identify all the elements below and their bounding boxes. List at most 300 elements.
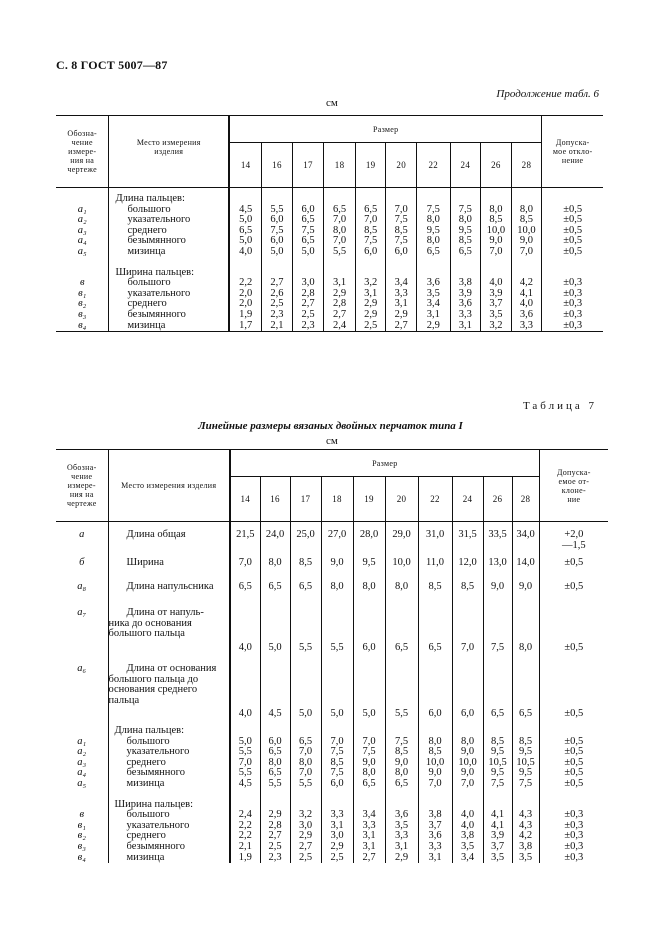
value-cell: 3,1	[386, 299, 417, 310]
spacer-cell	[539, 790, 608, 800]
empty-cell	[230, 726, 260, 737]
spacer-cell	[542, 258, 603, 268]
empty-cell	[512, 726, 539, 737]
row-place	[108, 582, 230, 602]
spacer-cell	[260, 654, 290, 664]
spacer-cell	[452, 790, 483, 800]
row-designation: в₂	[56, 831, 108, 842]
value-cell: 2,6	[262, 289, 293, 300]
spacer-cell	[260, 790, 290, 800]
tolerance-cell: ±0,5	[563, 235, 583, 247]
table7-size-header: 28	[512, 477, 539, 522]
tolerance-cell: ±0,3	[563, 298, 583, 310]
group-title: Длина пальцев:	[108, 726, 230, 737]
row-designation: а₈	[56, 582, 108, 602]
table6-head-place: Место измерения изделия	[109, 116, 229, 188]
table6-size-header: 28	[511, 143, 542, 188]
value-cell: 6,5	[416, 247, 450, 258]
table6-size-header: 26	[481, 143, 512, 188]
tolerance-cell: ±0,3	[542, 321, 603, 332]
value-cell: 2,9	[260, 810, 290, 821]
spacer-cell	[386, 258, 417, 268]
value-cell: 2,7	[386, 321, 417, 332]
value-cell: 6,5	[292, 215, 324, 226]
value-cell: 3,9	[450, 289, 481, 300]
row-place	[108, 558, 230, 576]
spacer-cell	[229, 258, 262, 268]
value-cell: 7,0	[355, 215, 386, 226]
spacer-cell	[324, 258, 356, 268]
row-place: указательного	[108, 747, 230, 758]
empty-cell	[262, 194, 293, 205]
table-row	[56, 558, 608, 576]
value-cell: 9,0	[483, 582, 512, 602]
value-cell: 10,0	[481, 226, 512, 237]
table-continuation-label: Продолжение табл. 6	[496, 88, 599, 100]
empty-cell	[542, 194, 603, 205]
value-cell: 3,3	[385, 831, 418, 842]
empty-cell	[483, 726, 512, 737]
value-cell: 21,5	[230, 530, 260, 552]
spacer-cell	[321, 654, 353, 664]
value-cell: 6,0	[353, 608, 385, 654]
row-place	[108, 664, 230, 720]
value-cell: 8,0	[450, 215, 481, 226]
table-row	[56, 853, 608, 864]
page-header: С. 8 ГОСТ 5007—87	[56, 58, 168, 72]
value-cell: 7,5	[483, 779, 512, 790]
spacer-cell	[539, 654, 608, 664]
row-designation: а₃	[56, 758, 108, 769]
value-cell: 8,5	[483, 737, 512, 748]
value-cell: 3,1	[385, 842, 418, 853]
spacer-cell	[56, 258, 109, 268]
empty-cell	[452, 726, 483, 737]
table-row	[56, 608, 608, 654]
value-cell: 2,5	[260, 842, 290, 853]
table7	[56, 449, 608, 863]
row-place: среднего	[109, 299, 229, 310]
row-place: безымянного	[109, 310, 229, 321]
spacer-cell	[292, 258, 324, 268]
value-cell: 9,5	[416, 226, 450, 237]
value-cell: 5,5	[290, 608, 321, 654]
value-cell: 7,5	[321, 768, 353, 779]
value-cell: 4,0	[511, 299, 542, 310]
value-cell: 1,9	[229, 310, 262, 321]
value-cell: 7,0	[324, 236, 356, 247]
row-place: мизинца	[109, 247, 229, 258]
value-cell: 6,5	[229, 226, 262, 237]
value-cell: 7,0	[452, 608, 483, 654]
tolerance-cell: ±0,3	[564, 809, 584, 821]
spacer-cell	[512, 790, 539, 800]
value-cell: 5,5	[230, 747, 260, 758]
value-cell: 2,9	[386, 310, 417, 321]
value-cell: 2,3	[292, 321, 324, 332]
value-cell: 3,7	[418, 821, 452, 832]
tolerance-cell: ±0,3	[563, 277, 583, 289]
value-cell: 6,5	[355, 205, 386, 216]
value-cell: 7,0	[386, 205, 417, 216]
value-cell: 9,0	[321, 558, 353, 576]
value-cell: 3,6	[511, 310, 542, 321]
value-cell: 9,0	[481, 236, 512, 247]
value-cell: 2,7	[324, 310, 356, 321]
value-cell: 1,9	[230, 853, 260, 864]
value-cell: 6,0	[321, 779, 353, 790]
value-cell: 8,0	[385, 768, 418, 779]
designation-cell	[56, 726, 108, 737]
group-title: Ширина пальцев:	[109, 268, 229, 279]
value-cell: 2,8	[324, 299, 356, 310]
value-cell: 3,4	[353, 810, 385, 821]
value-cell: 5,0	[292, 247, 324, 258]
table7-unit: см	[326, 435, 338, 447]
value-cell: 3,5	[385, 821, 418, 832]
value-cell: 6,0	[452, 664, 483, 720]
value-cell: 33,5	[483, 530, 512, 552]
value-cell: 7,5	[512, 779, 539, 790]
value-cell: 6,0	[262, 236, 293, 247]
value-cell: 2,2	[229, 278, 262, 289]
value-cell: 9,0	[353, 758, 385, 769]
tolerance-line: +2,0	[564, 529, 584, 540]
value-cell: 9,5	[450, 226, 481, 237]
row-place-line: Ширина	[126, 557, 164, 568]
table7-size-header: 14	[230, 477, 260, 522]
row-designation: а₇	[56, 608, 108, 654]
value-cell: 8,0	[416, 215, 450, 226]
value-cell: 3,1	[450, 321, 481, 332]
value-cell: 2,0	[229, 289, 262, 300]
table6-size-header: 17	[292, 143, 324, 188]
value-cell: 4,3	[512, 810, 539, 821]
table-row	[56, 310, 603, 321]
table6-head-tolerance: Допуска- мое откло- нение	[542, 116, 603, 188]
value-cell: 5,0	[230, 737, 260, 748]
value-cell: 7,5	[321, 747, 353, 758]
value-cell: 3,1	[418, 853, 452, 864]
tolerance-cell: ±0,5	[564, 767, 584, 779]
value-cell: 3,3	[353, 821, 385, 832]
row-designation: б	[56, 558, 108, 576]
spacer-cell	[290, 654, 321, 664]
value-cell: 10,5	[483, 758, 512, 769]
row-place-line: Длина напульсника	[126, 581, 214, 592]
spacer-cell	[418, 790, 452, 800]
table6-unit: см	[326, 97, 338, 109]
value-cell: 5,0	[262, 247, 293, 258]
value-cell: 14,0	[512, 558, 539, 576]
value-cell: 4,0	[230, 664, 260, 720]
row-designation: в	[56, 810, 108, 821]
tolerance-line: ±0,5	[564, 642, 584, 654]
value-cell: 3,3	[386, 289, 417, 300]
value-cell: 8,0	[353, 768, 385, 779]
tolerance-line: ±0,5	[564, 581, 584, 592]
value-cell: 2,0	[229, 299, 262, 310]
tolerance-cell: ±0,5	[563, 203, 583, 215]
value-cell: 3,4	[416, 299, 450, 310]
value-cell: 2,4	[324, 321, 356, 332]
value-cell: 34,0	[512, 530, 539, 552]
row-place: большого	[108, 737, 230, 748]
spacer-cell	[290, 790, 321, 800]
value-cell: 3,5	[512, 853, 539, 864]
row-designation: а₂	[56, 215, 109, 226]
row-designation: в₃	[56, 310, 109, 321]
value-cell: 3,3	[511, 321, 542, 332]
empty-cell	[260, 726, 290, 737]
value-cell: 7,5	[416, 205, 450, 216]
empty-cell	[290, 726, 321, 737]
value-cell: 10,5	[512, 758, 539, 769]
empty-cell	[416, 194, 450, 205]
value-cell: 8,0	[512, 608, 539, 654]
value-cell: 31,5	[452, 530, 483, 552]
value-cell: 29,0	[385, 530, 418, 552]
value-cell: 2,8	[292, 289, 324, 300]
row-place: среднего	[108, 758, 230, 769]
value-cell: 7,5	[262, 226, 293, 237]
tolerance-cell	[539, 530, 608, 552]
table6-size-header: 16	[262, 143, 293, 188]
value-cell: 2,1	[262, 321, 293, 332]
value-cell: 4,1	[483, 810, 512, 821]
value-cell: 10,0	[511, 226, 542, 237]
value-cell: 8,5	[321, 758, 353, 769]
value-cell: 12,0	[452, 558, 483, 576]
value-cell: 7,0	[324, 215, 356, 226]
table7-size-header: 18	[321, 477, 353, 522]
value-cell: 2,9	[324, 289, 356, 300]
value-cell: 3,8	[450, 278, 481, 289]
value-cell: 3,0	[292, 278, 324, 289]
value-cell: 9,0	[385, 758, 418, 769]
value-cell: 9,5	[483, 768, 512, 779]
value-cell: 8,5	[385, 747, 418, 758]
value-cell: 3,9	[483, 831, 512, 842]
value-cell: 7,5	[385, 737, 418, 748]
value-cell: 8,0	[511, 205, 542, 216]
tolerance-cell: ±0,3	[564, 840, 584, 852]
value-cell: 3,3	[321, 810, 353, 821]
table7-head-designation: Обозна- чение измере- ния на чертеже	[56, 450, 108, 522]
table6-size-header: 22	[416, 143, 450, 188]
value-cell: 6,5	[450, 247, 481, 258]
value-cell: 2,1	[230, 842, 260, 853]
value-cell: 2,9	[290, 831, 321, 842]
value-cell: 8,0	[321, 582, 353, 602]
table7-head-size: Размер	[230, 450, 539, 477]
row-place: указательного	[109, 215, 229, 226]
row-designation: в₄	[56, 853, 108, 864]
value-cell: 3,2	[290, 810, 321, 821]
spacer-cell	[481, 258, 512, 268]
value-cell: 6,5	[260, 768, 290, 779]
value-cell: 4,5	[260, 664, 290, 720]
empty-cell	[418, 726, 452, 737]
table7-size-header: 17	[290, 477, 321, 522]
value-cell: 2,4	[230, 810, 260, 821]
value-cell: 6,5	[353, 779, 385, 790]
value-cell: 8,0	[452, 737, 483, 748]
value-cell: 2,3	[262, 310, 293, 321]
value-cell: 4,2	[511, 278, 542, 289]
row-place-line: Длина от основания	[126, 663, 217, 674]
value-cell: 6,0	[418, 664, 452, 720]
value-cell: 27,0	[321, 530, 353, 552]
group-title-row	[56, 194, 603, 205]
value-cell: 7,0	[230, 758, 260, 769]
value-cell: 7,5	[386, 215, 417, 226]
tolerance-line: ±0,5	[564, 557, 584, 568]
value-cell: 6,5	[292, 236, 324, 247]
tolerance-cell	[539, 664, 608, 720]
value-cell: 5,0	[290, 664, 321, 720]
value-cell: 3,1	[353, 831, 385, 842]
value-cell: 3,8	[452, 831, 483, 842]
value-cell: 31,0	[418, 530, 452, 552]
value-cell: 1,7	[229, 321, 262, 332]
value-cell: 8,0	[324, 226, 356, 237]
group-title: Длина пальцев:	[109, 194, 229, 205]
value-cell: 8,0	[416, 236, 450, 247]
spacer-cell	[450, 258, 481, 268]
value-cell: 7,5	[450, 205, 481, 216]
value-cell: 3,0	[321, 831, 353, 842]
value-cell: 4,2	[512, 831, 539, 842]
row-place: большого	[108, 810, 230, 821]
table6-size-header: 18	[324, 143, 356, 188]
row-place: среднего	[109, 226, 229, 237]
tolerance-cell: ±0,5	[563, 245, 583, 257]
spacer-cell	[418, 654, 452, 664]
value-cell: 6,0	[355, 247, 386, 258]
value-cell: 3,6	[418, 831, 452, 842]
value-cell: 3,6	[450, 299, 481, 310]
value-cell: 4,0	[481, 278, 512, 289]
row-place-line: пальца	[108, 694, 140, 706]
value-cell: 2,7	[262, 278, 293, 289]
table7-head-tolerance: Допуска- емое от- клоне- ние	[539, 450, 608, 522]
spacer-cell	[385, 790, 418, 800]
value-cell: 3,6	[385, 810, 418, 821]
value-cell: 3,1	[353, 842, 385, 853]
value-cell: 2,7	[353, 853, 385, 864]
tolerance-cell: ±0,3	[564, 830, 584, 842]
value-cell: 3,1	[321, 821, 353, 832]
value-cell: 5,0	[229, 215, 262, 226]
value-cell: 2,5	[290, 853, 321, 864]
empty-cell	[450, 194, 481, 205]
tolerance-cell: ±0,3	[564, 819, 584, 831]
tolerance-cell: ±0,5	[564, 756, 584, 768]
spacer-cell	[353, 654, 385, 664]
value-cell: 5,5	[262, 205, 293, 216]
empty-cell	[321, 726, 353, 737]
value-cell: 3,5	[483, 853, 512, 864]
value-cell: 8,5	[386, 226, 417, 237]
tolerance-cell: ±0,5	[564, 777, 584, 789]
value-cell: 6,5	[290, 582, 321, 602]
value-cell: 6,0	[260, 737, 290, 748]
value-cell: 2,5	[355, 321, 386, 332]
value-cell: 8,5	[452, 582, 483, 602]
value-cell: 5,5	[321, 608, 353, 654]
value-cell: 7,0	[321, 737, 353, 748]
value-cell: 8,0	[260, 758, 290, 769]
value-cell: 9,0	[452, 768, 483, 779]
value-cell: 7,0	[290, 747, 321, 758]
tolerance-cell: ±0,3	[564, 851, 584, 863]
row-place: среднего	[108, 831, 230, 842]
value-cell: 8,0	[353, 582, 385, 602]
spacer-cell	[262, 258, 293, 268]
value-cell: 2,9	[321, 842, 353, 853]
value-cell: 10,0	[385, 558, 418, 576]
value-cell: 5,5	[290, 779, 321, 790]
value-cell: 3,1	[355, 289, 386, 300]
row-designation: а₂	[56, 747, 108, 758]
value-cell: 11,0	[418, 558, 452, 576]
table-row	[56, 582, 608, 602]
value-cell: 6,5	[290, 737, 321, 748]
value-cell: 8,5	[450, 236, 481, 247]
group-title-row	[56, 726, 608, 737]
value-cell: 8,5	[481, 215, 512, 226]
value-cell: 3,4	[452, 853, 483, 864]
value-cell: 6,5	[512, 664, 539, 720]
empty-cell	[353, 726, 385, 737]
value-cell: 7,0	[230, 558, 260, 576]
value-cell: 3,8	[512, 842, 539, 853]
value-cell: 7,5	[483, 608, 512, 654]
row-designation: в	[56, 278, 109, 289]
row-place: безымянного	[108, 768, 230, 779]
table6-size-header: 24	[450, 143, 481, 188]
value-cell: 4,1	[511, 289, 542, 300]
table6-size-header: 19	[355, 143, 386, 188]
value-cell: 3,7	[481, 299, 512, 310]
row-place: мизинца	[109, 321, 229, 332]
row-designation: а₆	[56, 664, 108, 720]
value-cell: 4,0	[452, 821, 483, 832]
row-place-line: Длина от напуль-	[126, 607, 204, 618]
tolerance-cell: ±0,3	[563, 308, 583, 320]
table6-head-designation: Обозна- чение измере- ния на чертеже	[56, 116, 109, 188]
tolerance-cell	[539, 582, 608, 602]
table6-head-size: Размер	[229, 116, 542, 143]
value-cell: 3,1	[416, 310, 450, 321]
value-cell: 7,0	[353, 737, 385, 748]
value-cell: 3,2	[481, 321, 512, 332]
value-cell: 5,0	[260, 608, 290, 654]
value-cell: 7,0	[481, 247, 512, 258]
value-cell: 6,0	[292, 205, 324, 216]
value-cell: 2,3	[260, 853, 290, 864]
value-cell: 2,5	[262, 299, 293, 310]
row-place: мизинца	[108, 779, 230, 790]
row-place-line: Длина общая	[126, 529, 186, 540]
value-cell: 2,7	[292, 299, 324, 310]
row-designation: а₁	[56, 737, 108, 748]
value-cell: 4,0	[230, 608, 260, 654]
table-row	[56, 842, 608, 853]
value-cell: 5,5	[324, 247, 356, 258]
value-cell: 6,5	[418, 608, 452, 654]
